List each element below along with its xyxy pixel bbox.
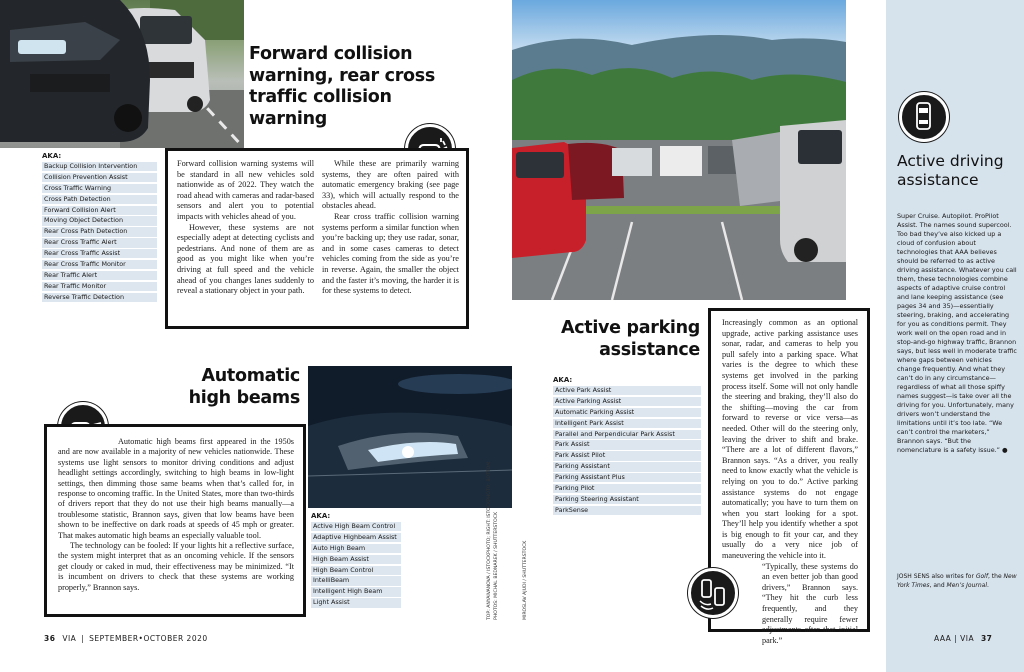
aka-item: Automatic Parking Assist bbox=[553, 408, 701, 417]
aka-item: Adaptive Highbeam Assist bbox=[311, 533, 401, 542]
sidebar-body: Super Cruise. Autopilot. ProPilot Assist. The names sound supercool. Too bad they’ve also kicked up a cloud of confusion about technologies that AAA believes should be referred to as active driving assistance. Whatever you call them, these technologies combine aspects of adaptive cruise control and lane keeping assistance (see pages 34 and 35)—essentially steering, braking, and accelerating for you as conditions permit. They work well on the open road and in stop-and-go highway traffic, Brannon says, but less well in moderate traffic where gaps between vehicles change frequently. And what they can’t do in any circumstance—regardless of what all those spiffy names suggest—is take over all the driving for you. Unfortunately, many drivers won’t understand the limitations until it’s too late. “We can’t control the marketers,” Brannon says. “But the nomenclature is a safety issue.” ● bbox=[897, 212, 1017, 454]
left-footer bbox=[44, 634, 208, 643]
high-beams-body bbox=[58, 437, 294, 593]
photo-credit: PHOTOS: MICHAL BEDNAREK / SHUTTERSTOCK bbox=[494, 512, 499, 620]
high-beams-heading: Automatic high beams bbox=[188, 366, 300, 408]
aka-item: Parking Steering Assistant bbox=[553, 495, 701, 504]
bio-text: . bbox=[987, 581, 989, 589]
parking-aka-list bbox=[553, 376, 701, 517]
aka-label: AKA: bbox=[553, 376, 573, 384]
aka-item: High Beam Control bbox=[311, 566, 401, 575]
aka-item: Intelligent Park Assist bbox=[553, 419, 701, 428]
aka-item: Rear Cross Path Detection bbox=[42, 227, 157, 236]
cars-road-photo bbox=[0, 0, 244, 148]
bio-text: , the bbox=[987, 573, 1004, 580]
aka-item: Auto High Beam bbox=[311, 544, 401, 553]
aka-item: Parking Assistant Plus bbox=[553, 473, 701, 482]
bio-publication: Men’s Journal bbox=[946, 581, 988, 589]
high-beams-text-box bbox=[44, 424, 306, 617]
paragraph: The technology can be fooled: If your lights hit a reflective surface, the system might interpret that as an oncoming vehicle. If the sensors get cloudy or caked in mud, their effectiveness may be minimized. “It is incumbent on drivers to check that these systems are working properly,” Brannon says. bbox=[58, 541, 294, 592]
footer-mag: VIA bbox=[62, 634, 77, 643]
aka-item: Light Assist bbox=[311, 598, 401, 607]
paragraph: Rear cross traffic collision warning systems perform a similar function when you’re backing up; they use radar, sonar, and in some cases cameras to detect vehicles coming from the side as you’re in reverse. Again, the smaller the object and the faster it’s moving, the harder it is for these systems to detect. bbox=[322, 211, 459, 296]
forward-collision-heading: Forward collision warning, rear cross traffic collision warning bbox=[249, 44, 435, 129]
paragraph: “Typically, these systems do an even better job than good drivers,” Brannon says. “They hit the curb less frequently, and they generally require fewer adjustments after that initial park.” bbox=[762, 561, 858, 645]
paragraph: However, these systems are not especially adept at detecting cyclists and pedestrians. And none of them are as good as you might like when you’re driving at full speed and the vehicle ahead of you changes lanes suddenly to reveal a stationary object in your path. bbox=[177, 222, 314, 296]
paragraph: Forward collision warning systems will be standard in all new vehicles sold nationwide as of 2022. They watch the road ahead with cameras and radar-based sensors and alert you to potential impacts with vehicles ahead of you. bbox=[177, 159, 314, 221]
forward-col2 bbox=[322, 159, 459, 297]
parking-assist-icon bbox=[688, 568, 738, 618]
parking-body bbox=[722, 318, 858, 646]
aka-item: Moving Object Detection bbox=[42, 216, 157, 225]
cars-illustration bbox=[0, 0, 244, 148]
aka-item: Park Assist bbox=[553, 440, 701, 449]
aka-item: Rear Cross Traffic Assist bbox=[42, 249, 157, 258]
parking-heading-line1: Active parking bbox=[560, 318, 700, 338]
aka-item: ParkSense bbox=[553, 506, 701, 515]
paragraph: While these are primarily warning systems, they are often paired with automatic emergency braking (see page 33), which will actually respond to the obstacles ahead. bbox=[322, 159, 459, 211]
parking-heading-line2: assistance bbox=[599, 339, 700, 360]
aka-item: High Beam Assist bbox=[311, 555, 401, 564]
parking-illustration bbox=[512, 0, 846, 300]
sidebar-panel bbox=[886, 0, 1024, 672]
bio-publication: New York Times bbox=[897, 573, 1017, 589]
aka-item: IntelliBeam bbox=[311, 576, 401, 585]
bio-publication: Golf bbox=[975, 573, 988, 580]
aka-item: Backup Collision Intervention bbox=[42, 162, 157, 171]
aka-item: Collision Prevention Assist bbox=[42, 173, 157, 182]
aka-item: Active High Beam Control bbox=[311, 522, 401, 531]
footer-mag: AAA | VIA bbox=[934, 634, 975, 643]
aka-label: AKA: bbox=[42, 152, 62, 160]
aka-item: Rear Traffic Alert bbox=[42, 271, 157, 280]
headlight-illustration bbox=[308, 366, 512, 508]
aka-item: Park Assist Pilot bbox=[553, 451, 701, 460]
aka-item: Parking Assistant bbox=[553, 462, 701, 471]
aka-item: Reverse Traffic Detection bbox=[42, 293, 157, 302]
paragraph: Automatic high beams first appeared in the 1950s and are now available in a majority of new vehicles nationwide. These systems use light sensors to monitor driving conditions and adjust headlight settings accordingly, switching to high beams in low-light settings, then dimming those same beams when that’s called for, in response to oncoming traffic. In the United States, more than two-thirds of drivers report that they do not use their high beams manually—a troublesome statistic, Brannon says, given that low beams have been shown to be ineffective on dark roads at speeds of 45 mph or greater. That makes automatic high beams an especially valuable tool. bbox=[58, 437, 294, 540]
author-bio bbox=[897, 573, 1017, 590]
aka-item: Rear Traffic Monitor bbox=[42, 282, 157, 291]
aka-item: Active Park Assist bbox=[553, 386, 701, 395]
photo-credit: TOP: ANYAIVANOVA / ISTOCKPHOTO; RIGHT: ISTOCKPHOTO; BOTTOM: bbox=[487, 460, 492, 620]
bio-text: JOSH SENS also writes for bbox=[897, 573, 976, 580]
aka-item: Rear Cross Traffic Alert bbox=[42, 238, 157, 247]
right-footer bbox=[934, 634, 992, 643]
aka-item: Parallel and Perpendicular Park Assist bbox=[553, 430, 701, 439]
photo-credit: MIROSLAV AJUDI / SHUTTERSTOCK bbox=[523, 540, 528, 620]
aka-item: Forward Collision Alert bbox=[42, 206, 157, 215]
driving-assist-icon bbox=[899, 92, 949, 142]
aka-item: Active Parking Assist bbox=[553, 397, 701, 406]
sidebar-heading: Active driving assistance bbox=[897, 152, 1004, 189]
forward-col1 bbox=[177, 159, 314, 297]
aka-item: Intelligent High Beam bbox=[311, 587, 401, 596]
parking-lot-photo bbox=[512, 0, 846, 300]
aka-label: AKA: bbox=[311, 512, 331, 520]
forward-aka-list bbox=[42, 152, 157, 304]
paragraph: Increasingly common as an optional upgrade, active parking assistance uses sonar, radar, and cameras to help you pull safely into a parking space. What varies is the degree to which these systems get involved in the parking process itself. Some will not only handle the steering and braking, they’ll also do the shifting—moving the car from forward to reverse or vice versa—as needed. Other will do the steering only, leaving the driver to shift and brake. “There are a lot of different flavors,” Brannon says. “As a driver, you really need to know exactly what the vehicle is relying on you to do.” Active parking assistance systems do not engage automatically; you have to turn them on when you start looking for a spot. They’ll help you identify whether a spot is big enough to fit your car, and they usually do a very nice job of maneuvering the vehicle into it. bbox=[722, 318, 858, 561]
bio-text: , and bbox=[929, 581, 947, 589]
high-beams-aka-list bbox=[311, 512, 401, 609]
footer-separator: | bbox=[81, 634, 85, 643]
parking-heading bbox=[540, 318, 700, 361]
aka-item: Rear Cross Traffic Monitor bbox=[42, 260, 157, 269]
footer-issue: SEPTEMBER•OCTOBER 2020 bbox=[89, 634, 208, 643]
page-number: 36 bbox=[44, 634, 56, 643]
aka-item: Cross Traffic Warning bbox=[42, 184, 157, 193]
page-number: 37 bbox=[980, 634, 993, 643]
headlight-photo bbox=[308, 366, 512, 508]
aka-item: Cross Path Detection bbox=[42, 195, 157, 204]
forward-collision-text-box bbox=[165, 148, 469, 329]
aka-item: Parking Pilot bbox=[553, 484, 701, 493]
